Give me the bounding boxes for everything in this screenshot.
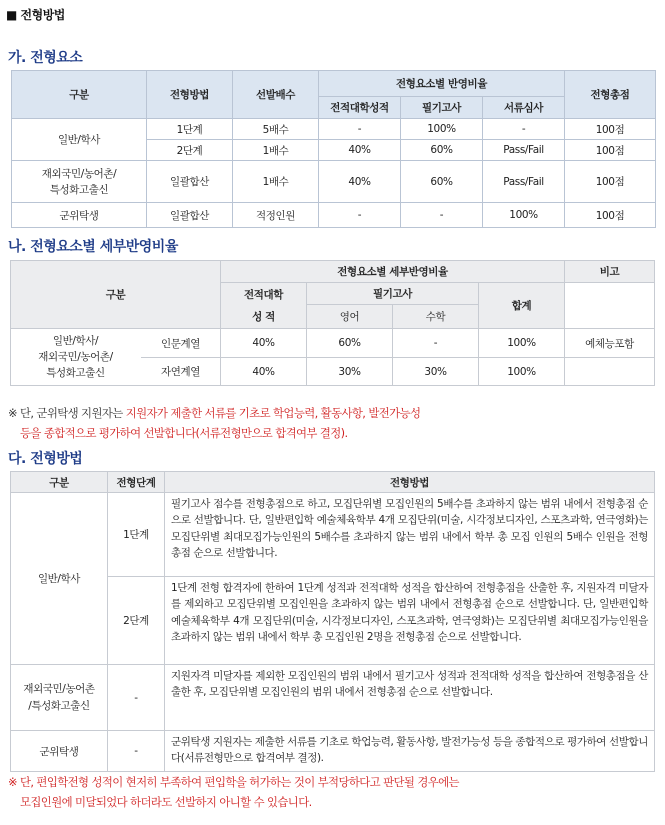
cell-gpa: 40% xyxy=(319,161,401,203)
cell-description: 필기고사 점수를 전형총점으로 하고, 모집단위별 모집인원의 5배수를 초과하지 않는 범위 내에서 전형총점 순으로 선발합니다. 단, 일반편입학 예술체육학부 4개 모집단위(미술, 시각정보디자인, 스포츠과학, 연극영화)는 모집단위별 최대모집가능인원의 5배수를 초과하지 않는 범위 내에서 학부 총 모집 인원의 5배수 인원을 전형총점 순으로 선발합니다. xyxy=(165,493,655,577)
header-gpa-line: 전적대학 xyxy=(244,288,283,301)
table-row xyxy=(11,329,655,358)
table-row xyxy=(11,493,655,577)
cell-total: 100점 xyxy=(565,119,656,140)
header-note: 비고 xyxy=(565,261,655,283)
notice-text: 지원자가 제출한 서류를 기초로 학업능력, 활동사항, 발전가능성 xyxy=(125,406,421,420)
cell-document: Pass/Fail xyxy=(483,161,565,203)
table-row xyxy=(12,203,656,228)
notice-line: ※ 단, 편입학전형 성적이 현저히 부족하여 편입학을 허가하는 것이 부적당하다고 판단될 경우에는 xyxy=(8,775,459,789)
cell-document: - xyxy=(483,119,565,140)
section-a-title: 가. 전형요소 xyxy=(8,50,83,66)
header-gpa: 전적대학성적 xyxy=(319,97,401,119)
cell-category xyxy=(12,161,147,203)
header-gpa-line: 성 적 xyxy=(252,310,275,323)
cell-gpa: - xyxy=(319,203,401,228)
header-written: 필기고사 xyxy=(307,283,479,305)
section-b-title: 나. 전형요소별 세부반영비율 xyxy=(8,239,178,255)
cell-document: Pass/Fail xyxy=(483,140,565,161)
cell-track: 자연계열 xyxy=(141,358,221,386)
cell-written: 100% xyxy=(401,119,483,140)
cell-ratio: 적정인원 xyxy=(233,203,319,228)
cell-group-line: 특성화고출신 xyxy=(46,367,105,379)
cell-note xyxy=(565,358,655,386)
cell-group xyxy=(11,329,141,386)
header-document: 서류심사 xyxy=(483,97,565,119)
header-method: 전형방법 xyxy=(147,71,233,119)
notice-line: 모집인원에 미달되었다 하더라도 선발하지 아니할 수 있습니다. xyxy=(20,795,312,809)
cell-method: 2단계 xyxy=(147,140,233,161)
cell-total: 100점 xyxy=(565,203,656,228)
header-detail: 전형요소별 세부반영비율 xyxy=(221,261,565,283)
section-c-title: 다. 전형방법 xyxy=(8,451,83,467)
cell-ratio: 1배수 xyxy=(233,140,319,161)
header-ratio: 선발배수 xyxy=(233,71,319,119)
selection-elements-table xyxy=(11,70,656,228)
cell-description: 군위탁생 지원자는 제출한 서류를 기초로 학업능력, 활동사항, 발전가능성 등을 종합적으로 평가하여 선발합니다(서류전형만으로 합격여부 결정). xyxy=(165,731,655,772)
header-sum: 합계 xyxy=(479,283,565,329)
detail-ratio-table xyxy=(10,260,655,386)
header-total: 전형총점 xyxy=(565,71,656,119)
cell-group-line: 재외국민/농어촌/ xyxy=(38,351,113,363)
cell-ratio: 1배수 xyxy=(233,161,319,203)
cell-total: 100점 xyxy=(565,161,656,203)
header-method: 전형방법 xyxy=(165,472,655,493)
header-stage: 전형단계 xyxy=(108,472,165,493)
cell-stage: 2단계 xyxy=(108,577,165,665)
cell-ratio: 5배수 xyxy=(233,119,319,140)
cell-sum: 100% xyxy=(479,329,565,358)
header-note-blank xyxy=(565,283,655,329)
table-row xyxy=(12,119,656,140)
header-category: 구분 xyxy=(11,261,221,329)
cell-note: 예체능포함 xyxy=(565,329,655,358)
cell-description: 1단계 전형 합격자에 한하여 1단계 성적과 전적대학 성적을 합산하여 전형총점을 산출한 후, 지원자격 미달자를 제외하고 모집단위별 모집인원을 초과하지 않는 범위 내에서 전형총점 순으로 선발합니다. 단, 일반편입학 예술체육학부 4개 모집단위(미술, 시각정보디자인, 스포츠과학, 연극영화)는 모집단위별 최대모집가능인원을 초과하지 않는 범위 내에서 학부 총 모집인원 2명을 전형총점 순으로 선발합니다. xyxy=(165,577,655,665)
cell-category: 군위탁생 xyxy=(11,731,108,772)
cell-track: 인문계열 xyxy=(141,329,221,358)
header-math: 수학 xyxy=(393,305,479,329)
cell-english: 30% xyxy=(307,358,393,386)
cell-total: 100점 xyxy=(565,140,656,161)
cell-category-line: /특성화고출신 xyxy=(28,699,90,712)
cell-english: 60% xyxy=(307,329,393,358)
cell-written: 60% xyxy=(401,140,483,161)
header-element-ratio: 전형요소별 반영비율 xyxy=(319,71,565,97)
header-category: 구분 xyxy=(11,472,108,493)
cell-written: - xyxy=(401,203,483,228)
header-gpa xyxy=(221,283,307,329)
notice-line: 등을 종합적으로 평가하여 선발합니다(서류전형만으로 합격여부 결정). xyxy=(20,426,348,440)
selection-method-table xyxy=(10,471,655,772)
cell-gpa: 40% xyxy=(319,140,401,161)
table-row xyxy=(11,665,655,731)
cell-stage: - xyxy=(108,665,165,731)
cell-method: 일괄합산 xyxy=(147,203,233,228)
cell-stage: 1단계 xyxy=(108,493,165,577)
cell-category: 일반/학사 xyxy=(12,119,147,161)
notice-line xyxy=(8,403,420,423)
cell-stage: - xyxy=(108,731,165,772)
notice-lead: ※ 단, 군위탁생 지원자는 xyxy=(8,406,126,420)
page-title: ■ 전형방법 xyxy=(6,8,65,22)
table-row xyxy=(11,731,655,772)
cell-category xyxy=(11,665,108,731)
section-c-notice xyxy=(8,772,459,812)
section-b-notice xyxy=(8,403,420,443)
cell-gpa: 40% xyxy=(221,358,307,386)
cell-document: 100% xyxy=(483,203,565,228)
cell-gpa: 40% xyxy=(221,329,307,358)
cell-category-line: 재외국민/농어촌 xyxy=(23,682,95,695)
cell-category-line: 재외국민/농어촌/ xyxy=(41,167,117,180)
cell-category: 일반/학사 xyxy=(11,493,108,665)
header-english: 영어 xyxy=(307,305,393,329)
header-written: 필기고사 xyxy=(401,97,483,119)
cell-math: 30% xyxy=(393,358,479,386)
cell-category-line: 특성화고출신 xyxy=(49,183,109,196)
cell-method: 1단계 xyxy=(147,119,233,140)
table-row xyxy=(12,161,656,203)
cell-group-line: 일반/학사/ xyxy=(52,335,99,347)
cell-sum: 100% xyxy=(479,358,565,386)
cell-math: - xyxy=(393,329,479,358)
header-category: 구분 xyxy=(12,71,147,119)
cell-description: 지원자격 미달자를 제외한 모집인원의 범위 내에서 필기고사 성적과 전적대학 성적을 합산하여 전형총점을 산출한 후, 모집단위별 모집인원의 범위 내에서 전형총점 순으로 선발합니다. xyxy=(165,665,655,731)
cell-written: 60% xyxy=(401,161,483,203)
cell-category: 군위탁생 xyxy=(12,203,147,228)
table-row xyxy=(11,577,655,665)
cell-gpa: - xyxy=(319,119,401,140)
cell-method: 일괄합산 xyxy=(147,161,233,203)
